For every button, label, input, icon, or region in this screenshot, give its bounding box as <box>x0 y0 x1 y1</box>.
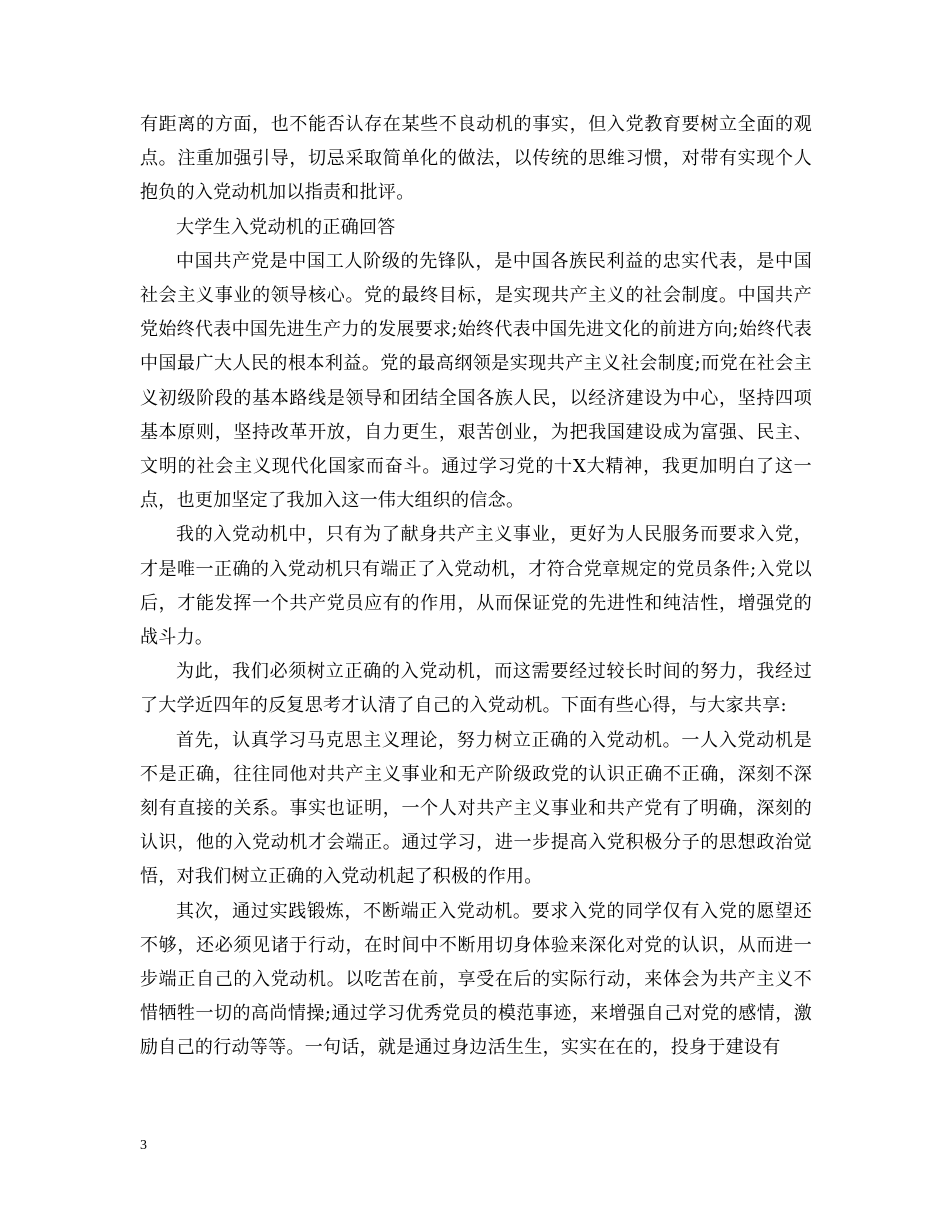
page-number: 3 <box>140 1138 147 1153</box>
paragraph: 为此，我们必须树立正确的入党动机，而这需要经过较长时间的努力，我经过了大学近四年的反复思考才认清了自己的入党动机。下面有些心得，与大家共享: <box>140 661 812 717</box>
paragraph-continuation: 有距离的方面，也不能否认存在某些不良动机的事实，但入党教育要树立全面的观点。注重加强引导，切忌采取简单化的做法，以传统的思维习惯，对带有实现个人抱负的入党动机加以指责和批评。 <box>140 114 812 204</box>
document-body <box>140 108 812 1066</box>
paragraph: 首先，认真学习马克思主义理论，努力树立正确的入党动机。一人入党动机是不是正确，往往同他对共产主义事业和无产阶级政党的认识正确不正确，深刻不深刻有直接的关系。事实也证明，一个人对共产主义事业和共产党有了明确，深刻的认识，他的入党动机才会端正。通过学习，进一步提高入党积极分子的思想政治觉悟，对我们树立正确的入党动机起了积极的作用。 <box>140 729 812 888</box>
paragraph: 中国共产党是中国工人阶级的先锋队，是中国各族民利益的忠实代表，是中国社会主义事业的领导核心。党的最终目标，是实现共产主义的社会制度。中国共产党始终代表中国先进生产力的发展要求;始终代表中国先进文化的前进方向;始终代表中国最广大人民的根本利益。党的最高纲领是实现共产主义社会制度;而党在社会主义初级阶段的基本路线是领导和团结全国各族人民，以经济建设为中心，坚持四项基本原则，坚持改革开放，自力更生，艰苦创业，为把我国建设成为富强、民主、文明的社会主义现代化国家而奋斗。通过学习党的十X大精神，我更加明白了这一点，也更加坚定了我加入这一伟大组织的信念。 <box>140 250 812 512</box>
paragraph: 其次，通过实践锻炼，不断端正入党动机。要求入党的同学仅有入党的愿望还不够，还必须见诸于行动，在时间中不断用切身体验来深化对党的认识，从而进一步端正自己的入党动机。以吃苦在前，享受在后的实际行动，来体会为共产主义不惜牺牲一切的高尚情操;通过学习优秀党员的模范事迹，来增强自己对党的感情，激励自己的行动等等。一句话，就是通过身边活生生，实实在在的，投身于建设有 <box>140 900 812 1059</box>
section-heading: 大学生入党动机的正确回答 <box>176 216 396 238</box>
paragraph: 我的入党动机中，只有为了献身共产主义事业，更好为人民服务而要求入党，才是唯一正确的入党动机只有端正了入党动机，才符合党章规定的党员条件;入党以后，才能发挥一个共产党员应有的作用，从而保证党的先进性和纯洁性，增强党的战斗力。 <box>140 524 812 649</box>
